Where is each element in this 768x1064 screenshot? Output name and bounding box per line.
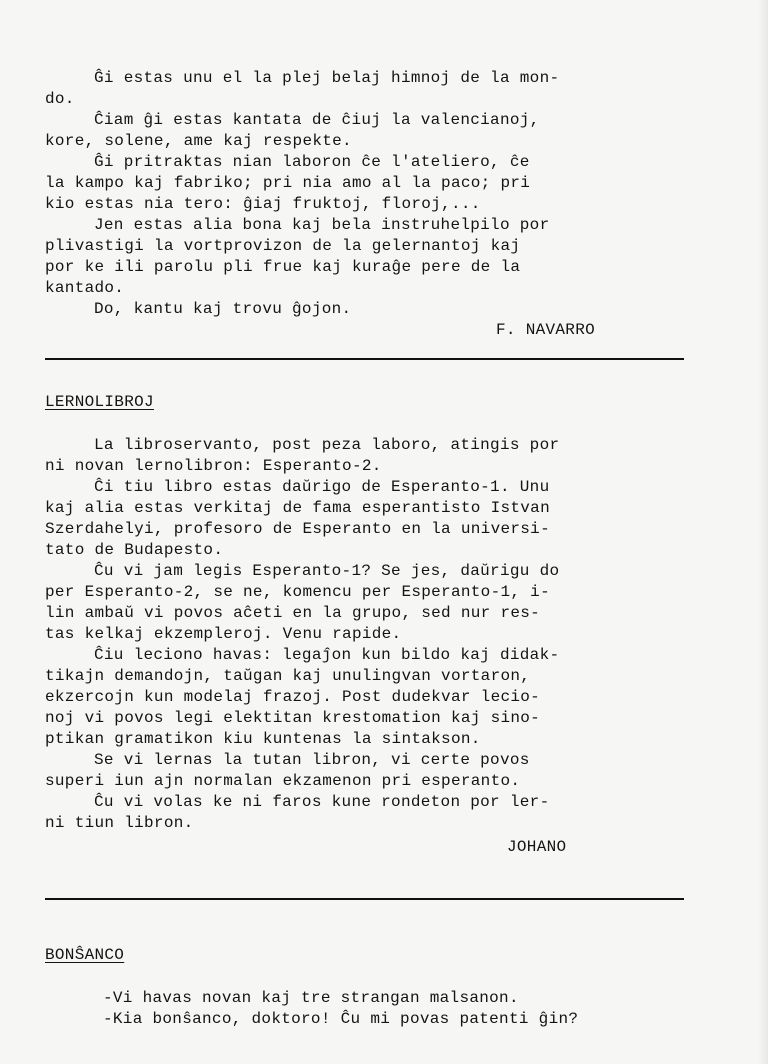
author-signature: JOHANO: [507, 838, 567, 856]
text-line: -Vi havas novan kaj tre strangan malsanon.: [103, 989, 519, 1007]
text-line: Ĉu vi jam legis Esperanto-1? Se jes, daŭrigu do: [94, 562, 560, 580]
text-line: kantado.: [45, 279, 125, 297]
text-line: la kampo kaj fabriko; pri nia amo al la paco; pri: [45, 174, 531, 192]
text-line: Se vi lernas la tutan libron, vi certe povos: [94, 751, 530, 769]
text-line: kore, solene, ame kaj respekte.: [45, 132, 352, 150]
text-line: superi iun ajn normalan ekzamenon pri esperanto.: [45, 772, 521, 790]
text-line: Ĝi estas unu el la plej belaj himnoj de la mon-: [94, 69, 560, 87]
page-edge-shadow: [758, 0, 768, 1064]
text-line: tas kelkaj ekzempleroj. Venu rapide.: [45, 625, 402, 643]
section-heading: LERNOLIBROJ: [45, 393, 154, 411]
text-line: lin ambaŭ vi povos aĉeti en la grupo, sed nur res-: [45, 604, 541, 622]
text-line: Ĉiam ĝi estas kantata de ĉiuj la valencianoj,: [94, 111, 540, 129]
author-signature: F. NAVARRO: [496, 321, 596, 339]
text-line: Ĉiu leciono havas: legaĵon kun bildo kaj didak-: [94, 646, 560, 664]
section-divider: [45, 358, 684, 360]
text-line: noj vi povos legi elektitan krestomation kaj sino-: [45, 709, 541, 727]
text-line: Do, kantu kaj trovu ĝojon.: [94, 300, 352, 318]
text-line: Jen estas alia bona kaj bela instruhelpilo por: [94, 216, 550, 234]
text-line: kio estas nia tero: ĝiaj fruktoj, floroj,...: [45, 195, 481, 213]
text-line: Ĉi tiu libro estas daŭrigo de Esperanto-1. Unu: [94, 478, 550, 496]
text-line: Szerdahelyi, profesoro de Esperanto en la universi-: [45, 520, 550, 538]
text-line: kaj alia estas verkitaj de fama esperantisto Istvan: [45, 499, 550, 517]
text-line: tikajn demandojn, taŭgan kaj unulingvan vortaron,: [45, 667, 531, 685]
text-line: Ĝi pritraktas nian laboron ĉe l'ateliero, ĉe: [94, 153, 530, 171]
text-line: La libroservanto, post peza laboro, atingis por: [94, 436, 560, 454]
text-line: Ĉu vi volas ke ni faros kune rondeton por ler-: [94, 793, 550, 811]
text-line: ekzercojn kun modelaj frazoj. Post dudekvar lecio-: [45, 688, 541, 706]
text-line: ptikan gramatikon kiu kuntenas la sintakson.: [45, 730, 481, 748]
section-divider: [45, 898, 684, 900]
text-line: ni tiun libron.: [45, 814, 194, 832]
text-line: por ke ili parolu pli frue kaj kuraĝe pere de la: [45, 258, 521, 276]
text-line: plivastigi la vortprovizon de la gelernantoj kaj: [45, 237, 521, 255]
section-heading: BONŜANCO: [45, 946, 125, 964]
text-line: per Esperanto-2, se ne, komencu per Esperanto-1, i-: [45, 583, 550, 601]
text-line: do.: [45, 90, 75, 108]
text-line: ni novan lernolibron: Esperanto-2.: [45, 457, 382, 475]
text-line: tato de Budapesto.: [45, 541, 224, 559]
text-line: -Kia bonŝanco, doktoro! Ĉu mi povas patenti ĝin?: [103, 1010, 579, 1028]
